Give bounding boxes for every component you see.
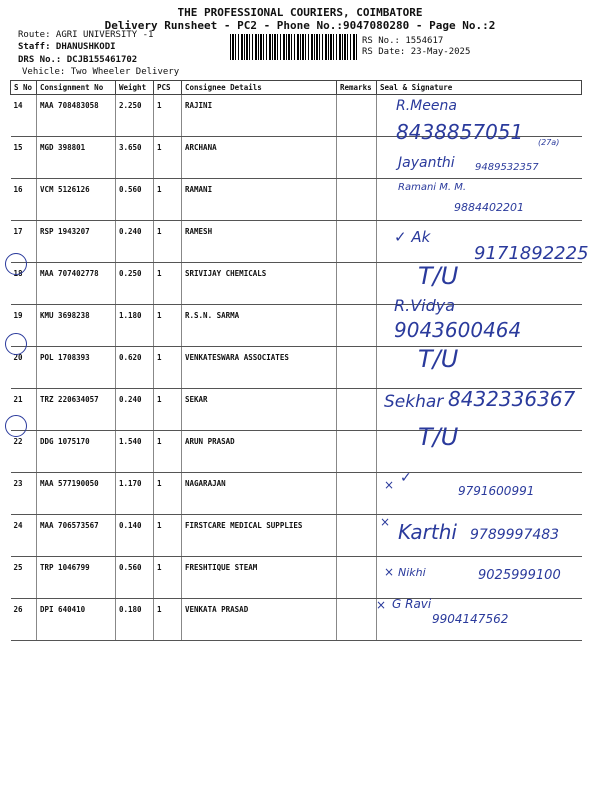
handwritten-mark: ✓ bbox=[400, 470, 412, 486]
circle-mark bbox=[5, 253, 27, 275]
cell-weight: 0.140 bbox=[116, 515, 154, 557]
handwritten-phone: 9171892225 bbox=[474, 243, 589, 264]
cell-weight: 0.240 bbox=[116, 389, 154, 431]
cell-consignment: MGD 398801 bbox=[37, 137, 116, 179]
cell-weight: 3.650 bbox=[116, 137, 154, 179]
cell-sno: 22 bbox=[11, 431, 37, 473]
cell-sno: 24 bbox=[11, 515, 37, 557]
col-signature: Seal & Signature bbox=[377, 81, 582, 95]
cell-consignee: RAMANI bbox=[182, 179, 337, 221]
cell-consignment: MAA 577190050 bbox=[37, 473, 116, 515]
cell-consignee: VENKATA PRASAD bbox=[182, 599, 337, 641]
handwritten-tiu: T/U bbox=[418, 423, 459, 451]
cell-consignment: VCM 5126126 bbox=[37, 179, 116, 221]
table-row bbox=[11, 431, 582, 473]
cell-consignee: ARCHANA bbox=[182, 137, 337, 179]
handwritten-phone: 9904147562 bbox=[432, 612, 509, 626]
cell-pcs: 1 bbox=[154, 515, 182, 557]
cell-pcs: 1 bbox=[154, 557, 182, 599]
cell-consignee: VENKATESWARA ASSOCIATES bbox=[182, 347, 337, 389]
handwritten-x: × bbox=[380, 515, 391, 529]
handwritten-tiu: T/U bbox=[418, 262, 459, 290]
cell-consignment: DPI 640410 bbox=[37, 599, 116, 641]
col-consignee: Consignee Details bbox=[182, 81, 337, 95]
cell-sno: 16 bbox=[11, 179, 37, 221]
vehicle: Vehicle: Two Wheeler Delivery bbox=[22, 67, 180, 77]
handwritten-phone: 9789997483 bbox=[470, 527, 560, 543]
cell-consignment: MAA 708483058 bbox=[37, 95, 116, 137]
cell-pcs: 1 bbox=[154, 431, 182, 473]
rs-number: RS No.: 1554617 bbox=[362, 36, 444, 46]
cell-remarks bbox=[337, 473, 377, 515]
cell-weight: 0.620 bbox=[116, 347, 154, 389]
table-header bbox=[11, 81, 582, 95]
handwritten-name: Ramani M. M. bbox=[398, 182, 467, 193]
cell-pcs: 1 bbox=[154, 263, 182, 305]
cell-remarks bbox=[337, 305, 377, 347]
handwritten-signature: Sekhar bbox=[384, 392, 444, 412]
col-weight: Weight bbox=[116, 81, 154, 95]
cell-pcs: 1 bbox=[154, 599, 182, 641]
cell-pcs: 1 bbox=[154, 221, 182, 263]
cell-consignee: ARUN PRASAD bbox=[182, 431, 337, 473]
cell-weight: 0.250 bbox=[116, 263, 154, 305]
cell-pcs: 1 bbox=[154, 347, 182, 389]
cell-consignment: TRP 1046799 bbox=[37, 557, 116, 599]
cell-sno: 15 bbox=[11, 137, 37, 179]
cell-weight: 1.170 bbox=[116, 473, 154, 515]
cell-consignment: DDG 1075170 bbox=[37, 431, 116, 473]
table-row bbox=[11, 179, 582, 221]
route: Route: AGRI UNIVERSITY -1 bbox=[18, 30, 154, 40]
col-consignment: Consignment No bbox=[37, 81, 116, 95]
cell-pcs: 1 bbox=[154, 179, 182, 221]
cell-signature bbox=[377, 431, 582, 473]
cell-consignment: RSP 1943207 bbox=[37, 221, 116, 263]
cell-consignee: RAMESH bbox=[182, 221, 337, 263]
cell-consignee: R.S.N. SARMA bbox=[182, 305, 337, 347]
cell-consignee: NAGARAJAN bbox=[182, 473, 337, 515]
col-pcs: PCS bbox=[154, 81, 182, 95]
handwritten-phone: 9043600464 bbox=[394, 318, 522, 342]
circle-mark bbox=[5, 333, 27, 355]
handwritten-name: Nikhi bbox=[398, 566, 426, 579]
cell-sno: 25 bbox=[11, 557, 37, 599]
cell-weight: 0.560 bbox=[116, 179, 154, 221]
col-sno: S No bbox=[11, 81, 37, 95]
cell-pcs: 1 bbox=[154, 473, 182, 515]
handwritten-name: R.Meena bbox=[396, 98, 457, 114]
handwritten-phone: 9025999100 bbox=[478, 568, 561, 583]
cell-weight: 2.250 bbox=[116, 95, 154, 137]
cell-consignment: MAA 707402778 bbox=[37, 263, 116, 305]
cell-signature bbox=[377, 347, 582, 389]
handwritten-name: R.Vidya bbox=[394, 296, 456, 315]
cell-sno: 18 bbox=[11, 263, 37, 305]
cell-consignment: POL 1708393 bbox=[37, 347, 116, 389]
table-row bbox=[11, 347, 582, 389]
handwritten-phone: 9884402201 bbox=[454, 201, 524, 214]
cell-remarks bbox=[337, 389, 377, 431]
handwritten-note: (27a) bbox=[538, 138, 560, 147]
cell-sno: 19 bbox=[11, 305, 37, 347]
cell-remarks bbox=[337, 431, 377, 473]
barcode bbox=[230, 34, 358, 60]
cell-consignee: RAJINI bbox=[182, 95, 337, 137]
handwritten-phone: 8438857051 bbox=[396, 120, 524, 144]
cell-remarks bbox=[337, 347, 377, 389]
cell-sno: 14 bbox=[11, 95, 37, 137]
cell-remarks bbox=[337, 179, 377, 221]
handwritten-name: Jayanthi bbox=[398, 155, 455, 171]
cell-sno: 17 bbox=[11, 221, 37, 263]
cell-weight: 0.560 bbox=[116, 557, 154, 599]
cell-remarks bbox=[337, 557, 377, 599]
cell-consignee: FRESHTIQUE STEAM bbox=[182, 557, 337, 599]
cell-weight: 1.180 bbox=[116, 305, 154, 347]
cell-remarks bbox=[337, 599, 377, 641]
handwritten-phone: 9489532357 bbox=[475, 162, 539, 173]
cell-weight: 0.180 bbox=[116, 599, 154, 641]
cell-consignment: TRZ 220634057 bbox=[37, 389, 116, 431]
cell-sno: 20 bbox=[11, 347, 37, 389]
cell-weight: 0.240 bbox=[116, 221, 154, 263]
cell-remarks bbox=[337, 221, 377, 263]
table-row bbox=[11, 263, 582, 305]
cell-remarks bbox=[337, 515, 377, 557]
handwritten-x: × bbox=[384, 565, 395, 579]
circle-mark bbox=[5, 415, 27, 437]
handwritten-mark: ✓ Ak bbox=[394, 228, 431, 246]
cell-consignee: SEKAR bbox=[182, 389, 337, 431]
cell-remarks bbox=[337, 263, 377, 305]
cell-consignment: KMU 3698238 bbox=[37, 305, 116, 347]
cell-consignment: MAA 706573567 bbox=[37, 515, 116, 557]
cell-remarks bbox=[337, 137, 377, 179]
col-remarks: Remarks bbox=[337, 81, 377, 95]
handwritten-name: Karthi bbox=[398, 520, 457, 544]
cell-pcs: 1 bbox=[154, 95, 182, 137]
staff: Staff: DHANUSHKODI bbox=[18, 42, 116, 52]
cell-pcs: 1 bbox=[154, 305, 182, 347]
cell-sno: 26 bbox=[11, 599, 37, 641]
cell-weight: 1.540 bbox=[116, 431, 154, 473]
company-title: THE PROFESSIONAL COURIERS, COIMBATORE bbox=[177, 6, 423, 19]
handwritten-name: G Ravi bbox=[392, 597, 432, 611]
cell-consignee: SRIVIJAY CHEMICALS bbox=[182, 263, 337, 305]
cell-pcs: 1 bbox=[154, 389, 182, 431]
cell-remarks bbox=[337, 95, 377, 137]
runsheet-subtitle: Delivery Runsheet - PC2 - Phone No.:9047080280 - Page No.:2 bbox=[104, 19, 496, 32]
handwritten-x: × bbox=[376, 598, 387, 612]
cell-sno: 21 bbox=[11, 389, 37, 431]
drs-number: DRS No.: DCJB155461702 bbox=[18, 55, 138, 65]
rs-date: RS Date: 23-May-2025 bbox=[362, 47, 471, 57]
cell-sno: 23 bbox=[11, 473, 37, 515]
cell-pcs: 1 bbox=[154, 137, 182, 179]
handwritten-phone: 9791600991 bbox=[458, 484, 535, 498]
handwritten-phone: 8432336367 bbox=[448, 387, 576, 411]
handwritten-x: × bbox=[384, 478, 395, 492]
handwritten-tiu: T/U bbox=[418, 345, 459, 373]
cell-consignee: FIRSTCARE MEDICAL SUPPLIES bbox=[182, 515, 337, 557]
